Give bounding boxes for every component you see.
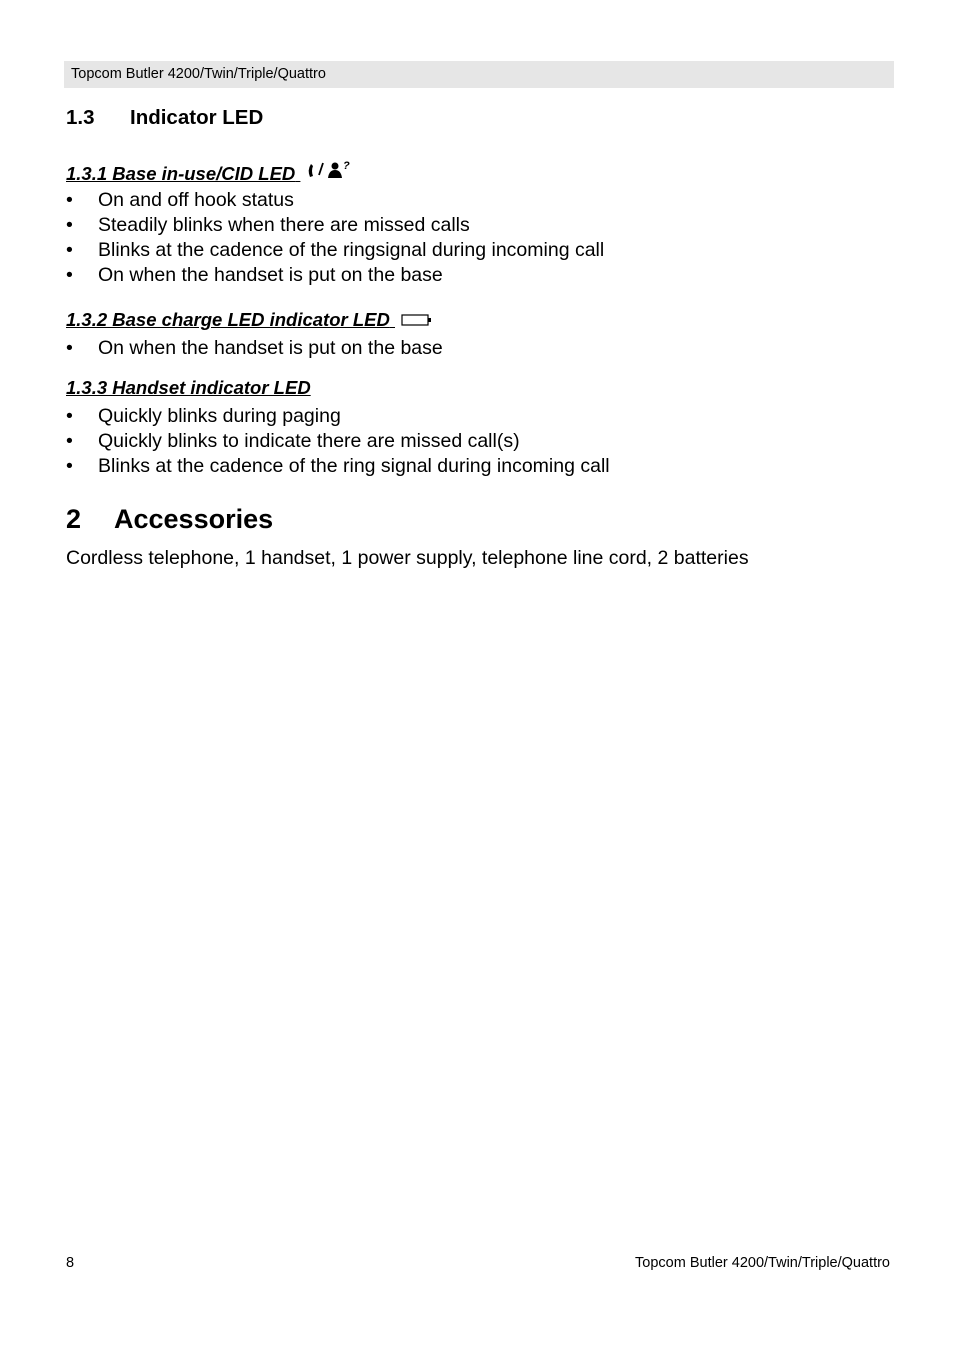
list-item: • Quickly blinks during paging <box>66 404 610 429</box>
section-title: Accessories <box>114 504 274 534</box>
section-number: 1.3 <box>66 106 95 129</box>
battery-icon <box>401 311 435 333</box>
list-item: • Quickly blinks to indicate there are missed call(s) <box>66 429 610 454</box>
section-heading-1-3 <box>66 106 263 130</box>
subsection-title: 1.3.2 Base charge LED indicator LED <box>66 309 390 330</box>
subsection-title: 1.3.3 Handset indicator LED <box>66 377 311 398</box>
list-1-3-2 <box>66 336 443 361</box>
section-title: Indicator LED <box>130 106 264 129</box>
list-item: • Steadily blinks when there are missed calls <box>66 213 604 238</box>
section-heading-2 <box>66 504 273 535</box>
list-item: • Blinks at the cadence of the ring signal during incoming call <box>66 454 610 479</box>
subsection-title: 1.3.1 Base in-use/CID LED <box>66 163 296 184</box>
subsection-heading-1-3-1 <box>66 160 350 187</box>
subsection-heading-1-3-3 <box>66 377 311 399</box>
section-number: 2 <box>66 504 82 534</box>
list-item: • On and off hook status <box>66 188 604 213</box>
list-item: • Blinks at the cadence of the ringsignal during incoming call <box>66 238 604 263</box>
list-item: • On when the handset is put on the base <box>66 336 443 361</box>
svg-text:?: ? <box>343 160 351 172</box>
header-title: Topcom Butler 4200/Twin/Triple/Quattro <box>71 66 326 82</box>
phone-slash-person-question-icon <box>306 160 350 187</box>
page-number: 8 <box>66 1255 75 1271</box>
list-1-3-1 <box>66 188 604 288</box>
accessories-text: Cordless telephone, 1 handset, 1 power supply, telephone line cord, 2 batteries <box>66 547 749 569</box>
list-1-3-3 <box>66 404 610 479</box>
subsection-heading-1-3-2 <box>66 309 435 333</box>
list-item: • On when the handset is put on the base <box>66 263 604 288</box>
footer-title: Topcom Butler 4200/Twin/Triple/Quattro <box>635 1255 890 1271</box>
running-header <box>64 61 894 88</box>
